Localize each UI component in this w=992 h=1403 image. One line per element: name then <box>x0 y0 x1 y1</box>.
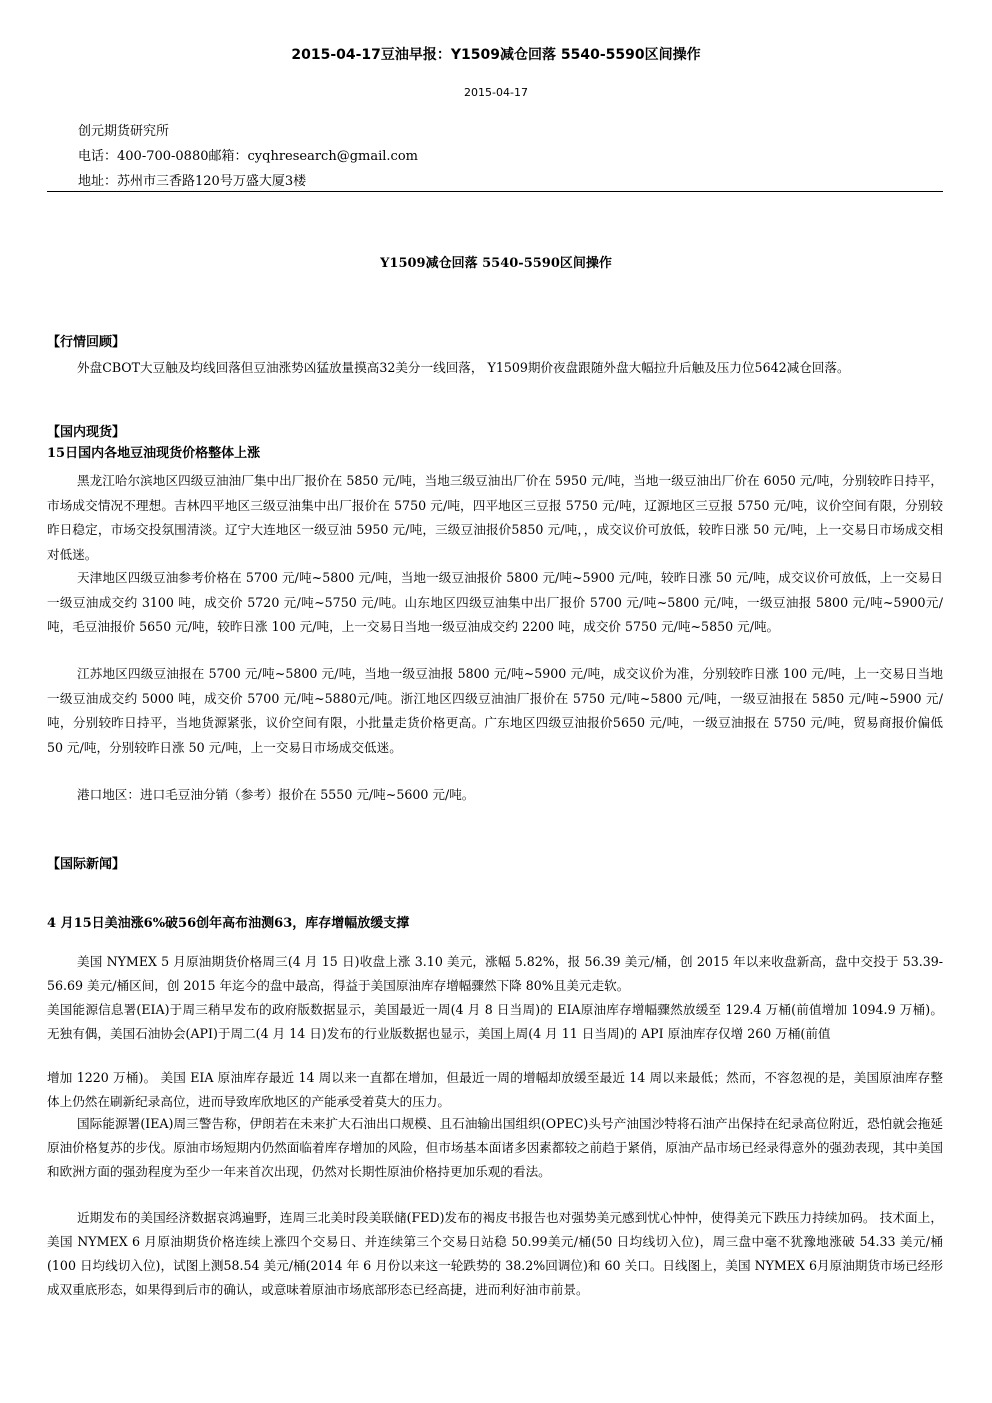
intl-paragraph: 增加 1220 万桶)。 美国 EIA 原油库存最近 14 周以来一直都在增加，但最近一周的增幅却放缓至最近 14 周以来最低；然而，不容忽视的是，美国原油库存整体上仍然在刷新纪录高位，进而导致库欣地区的产能承受着莫大的压力。 <box>47 1070 943 1109</box>
intl-paragraph: 美国 NYMEX 5 月原油期货价格周三(4 月 15 日)收盘上涨 3.10 美元，涨幅 5.82%，报 56.39 美元/桶，创 2015 年以来收盘新高，盘中交投于 53.39-56.69 美元/桶区间，创 2015 年迄今的盘中最高，得益于美国原油库存增幅骤然下降 80%且美元走软。 <box>47 954 943 993</box>
section-heading-review: 【行情回顾】 <box>47 335 126 350</box>
document-title: 2015-04-17豆油早报：Y1509减仓回落 5540-5590区间操作 <box>291 47 701 63</box>
section-heading-spot: 【国内现货】 <box>47 425 126 440</box>
org-address: 地址：苏州市三香路120号万盛大厦3楼 <box>78 174 307 189</box>
org-info <box>78 119 418 194</box>
intl-subheading: 4 月15日美油涨6%破56创年高布油测63，库存增幅放缓支撑 <box>47 916 410 931</box>
report-subtitle: Y1509减仓回落 5540-5590区间操作 <box>380 256 612 271</box>
intl-paragraph: 美国能源信息署(EIA)于周三稍早发布的政府版数据显示，美国最近一周(4 月 8 日当周)的 EIA原油库存增幅骤然放缓至 129.4 万桶(前值增加 1094.9 万桶)。无独有偶，美国石油协会(API)于周二(4 月 14 日)发布的行业版数据也显示，美国上周(4 月 11 日当周)的 API 原油库存仅增 260 万桶(前值 <box>47 1002 943 1041</box>
spot-paragraph: 江苏地区四级豆油报在 5700 元/吨~5800 元/吨，当地一级豆油报 5800 元/吨~5900 元/吨，成交议价为准，分别较昨日涨 100 元/吨，上一交易日当地一级豆油成交约 5000 吨，成交价 5700 元/吨~5880元/吨。浙江地区四级豆油油厂报价在 5750 元/吨~5800 元/吨，一级豆油报在 5850 元/吨~5900 元/吨，分别较昨日持平，当地货源紧张，议价空间有限，小批量走货价格更高。广东地区四级豆油报价5650 元/吨，一级豆油报在 5750 元/吨，贸易商报价偏低 50 元/吨，分别较昨日涨 50 元/吨，上一交易日市场成交低迷。 <box>47 666 943 755</box>
section-heading-intl: 【国际新闻】 <box>47 857 126 872</box>
document-date: 2015-04-17 <box>464 86 528 99</box>
spot-paragraph: 天津地区四级豆油参考价格在 5700 元/吨~5800 元/吨，当地一级豆油报价 5800 元/吨~5900 元/吨，较昨日涨 50 元/吨，成交议价可放低，上一交易日一级豆油成交约 3100 吨，成交价 5720 元/吨~5750 元/吨。山东地区四级豆油集中出厂报价 5700 元/吨~5800 元/吨，一级豆油报 5800 元/吨~5900元/吨，毛豆油报价 5650 元/吨，较昨日涨 100 元/吨，上一交易日当地一级豆油成交约 2200 吨，成交价 5750 元/吨~5850 元/吨。 <box>47 570 943 634</box>
spot-paragraph: 黑龙江哈尔滨地区四级豆油油厂集中出厂报价在 5850 元/吨，当地三级豆油出厂价在 5950 元/吨，当地一级豆油出厂价在 6050 元/吨，分别较昨日持平，市场成交情况不理想。吉林四平地区三级豆油集中出厂报价在 5750 元/吨，四平地区三豆报 5750 元/吨，辽源地区三豆报 5750 元/吨，议价空间有限，分别较昨日稳定，市场交投氛围清淡。辽宁大连地区一级豆油 5950 元/吨，三级豆油报价5850 元/吨，，成交议价可放低，较昨日涨 50 元/吨，上一交易日市场成交相对低迷。 <box>47 473 943 562</box>
org-contact: 电话：400-700-0880邮箱：cyqhresearch@gmail.com <box>78 149 418 164</box>
review-paragraph: 外盘CBOT大豆触及均线回落但豆油涨势凶猛放量摸高32美分一线回落， Y1509期价夜盘跟随外盘大幅拉升后触及压力位5642减仓回落。 <box>77 360 850 375</box>
org-name: 创元期货研究所 <box>78 124 170 139</box>
intl-paragraph: 近期发布的美国经济数据哀鸿遍野，连周三北美时段美联储(FED)发布的褐皮书报告也对强势美元感到忧心忡忡，使得美元下跌压力持续加码。 技术面上，美国 NYMEX 6 月原油期货价格连续上涨四个交易日、并连续第三个交易日站稳 50.99美元/桶(50 日均线切入位)，周三盘中毫不犹豫地涨破 54.33 美元/桶(100 日均线切入位)，试图上测58.54 美元/桶(2014 年 6 月份以来这一轮跌势的 38.2%回调位)和 60 关口。日线图上，美国 NYMEX 6月原油期货市场已经形成双重底形态，如果得到后市的确认，或意味着原油市场底部形态已经高捷，进而利好油市前景。 <box>47 1210 943 1297</box>
spot-subheading: 15日国内各地豆油现货价格整体上涨 <box>47 446 261 461</box>
intl-paragraph: 国际能源署(IEA)周三警告称，伊朗若在未来扩大石油出口规模、且石油输出国组织(OPEC)头号产油国沙特将石油产出保持在纪录高位附近，恐怕就会拖延原油价格复苏的步伐。原油市场短期内仍然面临着库存增加的风险，但市场基本面诸多因素都较之前趋于紧俏，原油产品市场已经录得意外的强劲表现，其中美国和欧洲方面的强劲程度为至少一年来首次出现，仍然对长期性原油价格持更加乐观的看法。 <box>47 1116 943 1179</box>
spot-paragraph: 港口地区：进口毛豆油分销（参考）报价在 5550 元/吨~5600 元/吨。 <box>77 787 475 802</box>
header-divider <box>47 191 943 192</box>
